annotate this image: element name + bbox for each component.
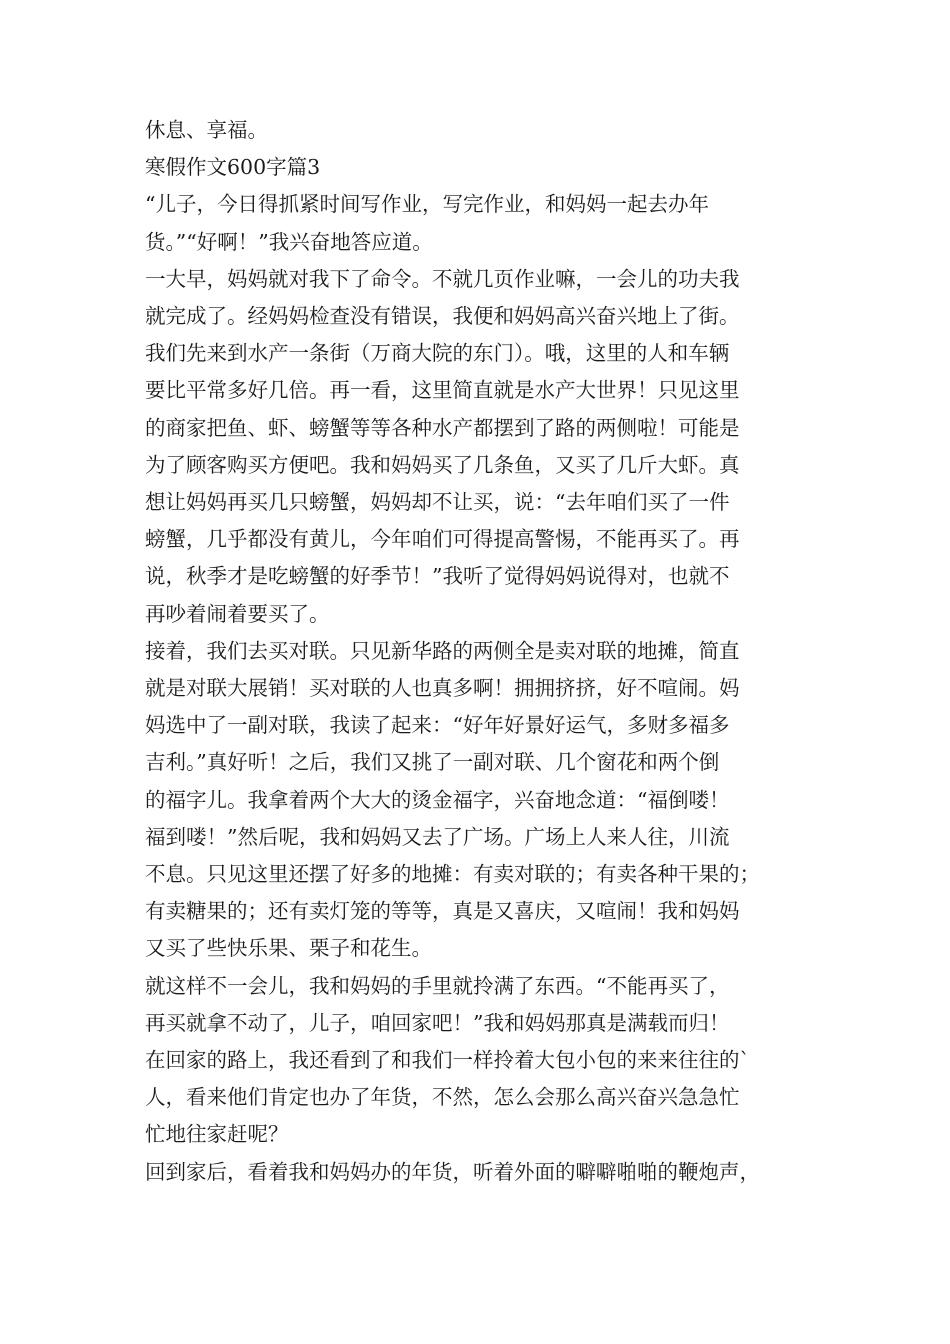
text-line: 说，秋季才是吃螃蟹的好季节！”我听了觉得妈妈说得对，也就不 — [145, 564, 730, 589]
text-line: 我们先来到水产一条街（万商大院的东门）。哦，这里的人和车辆 — [145, 341, 730, 366]
text-line: 要比平常多好几倍。再一看，这里简直就是水产大世界！只见这里 — [145, 378, 740, 403]
text-line: 福到喽！”然后呢，我和妈妈又去了广场。广场上人来人往，川流 — [145, 824, 730, 849]
text-line: 为了顾客购买方便吧。我和妈妈买了几条鱼，又买了几斤大虾。真 — [145, 452, 740, 477]
text-line: 再吵着闹着要买了。 — [145, 601, 330, 626]
text-line: 妈选中了一副对联，我读了起来：“好年好景好运气，多财多福多 — [145, 713, 730, 738]
text-line: “儿子，今日得抓紧时间写作业，写完作业，和妈妈一起去办年 — [145, 192, 709, 217]
text-line: 的商家把鱼、虾、螃蟹等等各种水产都摆到了路的两侧啦！可能是 — [145, 415, 740, 440]
text-line: 螃蟹，几乎都没有黄儿，今年咱们可得提高警惕，不能再买了。再 — [145, 527, 740, 552]
text-line: 货。”“好啊！”我兴奋地答应道。 — [145, 229, 433, 254]
document-body — [145, 112, 815, 1191]
text-line: 就完成了。经妈妈检查没有错误，我便和妈妈高兴奋兴地上了街。 — [145, 304, 740, 329]
text-line: 的福字儿。我拿着两个大大的烫金福字，兴奋地念道：“福倒喽！ — [145, 787, 730, 812]
section-heading: 寒假作文600字篇3 — [145, 155, 321, 180]
text-line: 不息。只见这里还摆了好多的地摊：有卖对联的；有卖各种干果的； — [145, 862, 760, 887]
text-line: 又买了些快乐果、栗子和花生。 — [145, 936, 432, 961]
text-line: 人，看来他们肯定也办了年货，不然，怎么会那么高兴奋兴急急忙 — [145, 1085, 740, 1110]
text-line: 忙地往家赶呢？ — [145, 1122, 289, 1147]
text-line: 接着，我们去买对联。只见新华路的两侧全是卖对联的地摊，简直 — [145, 638, 740, 663]
text-line: 休息、享福。 — [145, 118, 268, 142]
text-line: 就这样不一会儿，我和妈妈的手里就拎满了东西。“不能再买了， — [145, 973, 730, 998]
text-line: 在回家的路上，我还看到了和我们一样拎着大包小包的来来往往的` — [145, 1048, 750, 1073]
text-line: 吉利。”真好听！之后，我们又挑了一副对联、几个窗花和两个倒 — [145, 750, 720, 775]
text-line: 想让妈妈再买几只螃蟹，妈妈却不让买，说：“去年咱们买了一件 — [145, 490, 730, 515]
text-line: 就是对联大展销！买对联的人也真多啊！拥拥挤挤，好不喧闹。妈 — [145, 676, 740, 701]
text-line: 回到家后，看着我和妈妈办的年货，听着外面的噼噼啪啪的鞭炮声， — [145, 1159, 760, 1184]
text-line: 一大早，妈妈就对我下了命令。不就几页作业嘛，一会儿的功夫我 — [145, 266, 740, 291]
text-line: 有卖糖果的；还有卖灯笼的等等，真是又喜庆，又喧闹！我和妈妈 — [145, 899, 740, 924]
text-line: 再买就拿不动了，儿子，咱回家吧！”我和妈妈那真是满载而归！ — [145, 1010, 730, 1035]
